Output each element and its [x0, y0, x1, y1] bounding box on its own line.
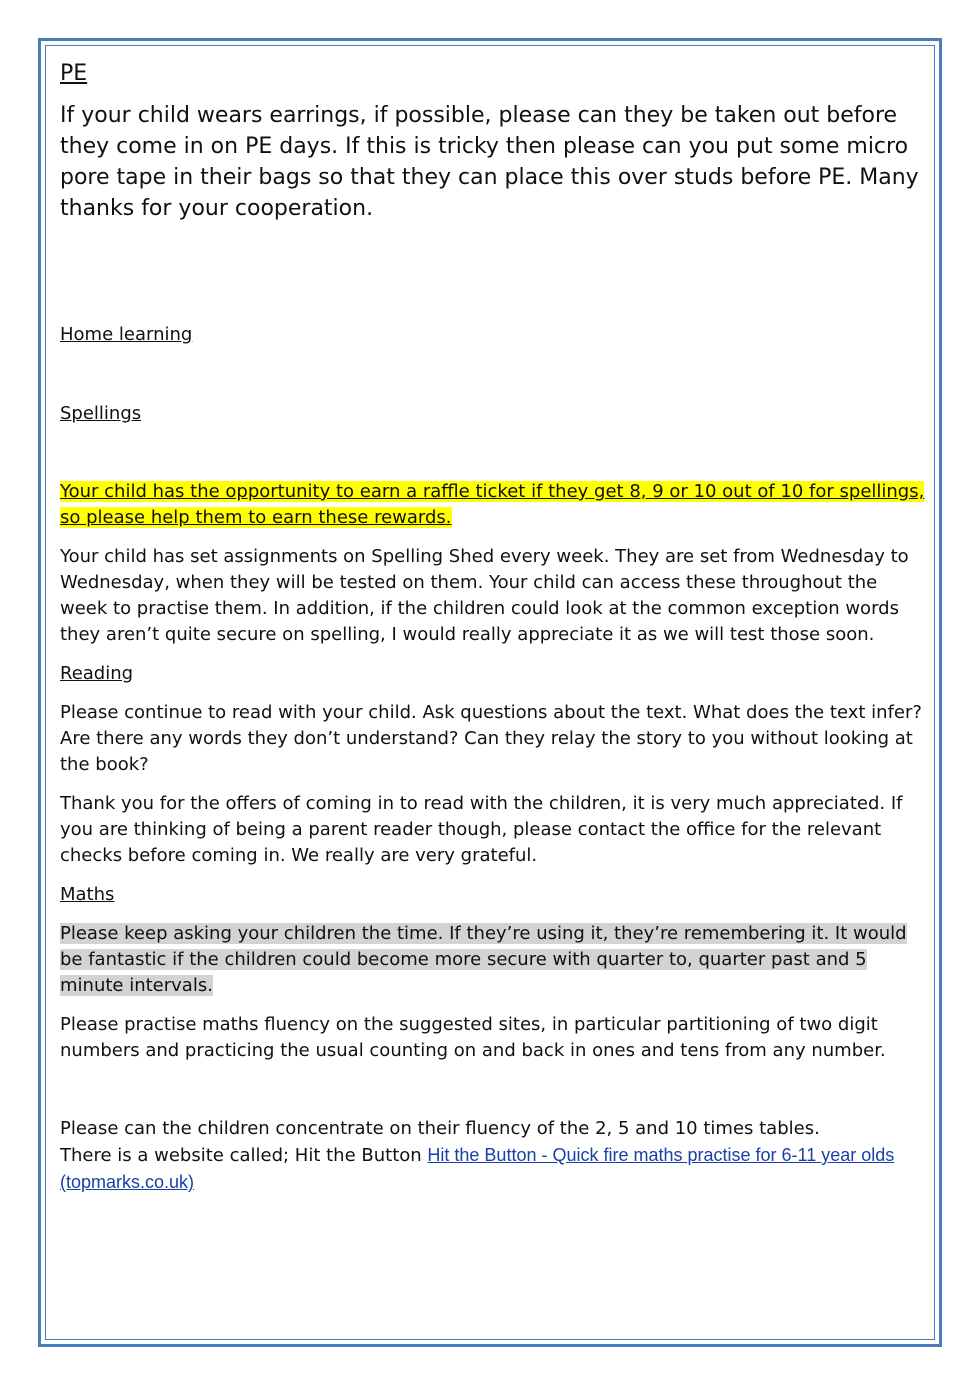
maths-heading: Maths: [60, 884, 115, 905]
times-tables-text: Please can the children concentrate on their fluency of the 2, 5 and 10 times tables.: [60, 1118, 820, 1139]
spellings-heading: Spellings: [60, 403, 142, 424]
document-content: [60, 58, 925, 1196]
spellings-highlight-text: Your child has the opportunity to earn a raffle ticket if they get 8, 9 or 10 out of 10 for spellings, so please help them to earn these rewards.: [60, 481, 925, 528]
reading-body-1: Please continue to read with your child. Ask questions about the text. What does the text infer? Are there any words they don’t understand? Can they relay the story to you without looking at the book?: [60, 702, 922, 775]
home-learning-heading: Home learning: [60, 324, 193, 345]
times-tables-paragraph: [60, 1116, 925, 1196]
hit-the-button-link[interactable]: Hit the Button - Quick fire maths practise for 6-11 year olds (topmarks.co.uk): [60, 1145, 895, 1192]
reading-body-2: Thank you for the offers of coming in to read with the children, it is very much appreciated. If you are thinking of being a parent reader though, please contact the office for the relevant checks before coming in. We really are very grateful.: [60, 793, 903, 866]
pe-heading: PE: [60, 61, 88, 86]
maths-body: Please practise maths fluency on the suggested sites, in particular partitioning of two digit numbers and practicing the usual counting on and back in ones and tens from any number.: [60, 1014, 886, 1061]
pe-body: If your child wears earrings, if possible, please can they be taken out before they come in on PE days. If this is tricky then please can you put some micro pore tape in their bags so that they can place this over studs before PE. Many thanks for your cooperation.: [60, 103, 919, 221]
spellings-body: Your child has set assignments on Spelling Shed every week. They are set from Wednesday to Wednesday, when they will be tested on them. Your child can access these throughout the week to practise them. In addition, if the children could look at the common exception words they aren’t quite secure on spelling, I would really appreciate it as we will test those soon.: [60, 546, 909, 645]
maths-highlight-text: Please keep asking your children the time. If they’re using it, they’re remembering it. It would be fantastic if the children could become more secure with quarter to, quarter past and 5 minute intervals.: [60, 923, 907, 996]
spellings-highlight-paragraph: [60, 479, 925, 531]
maths-highlight-paragraph: [60, 921, 925, 999]
website-intro-text: There is a website called; Hit the Button: [60, 1145, 422, 1166]
reading-heading: Reading: [60, 663, 134, 684]
